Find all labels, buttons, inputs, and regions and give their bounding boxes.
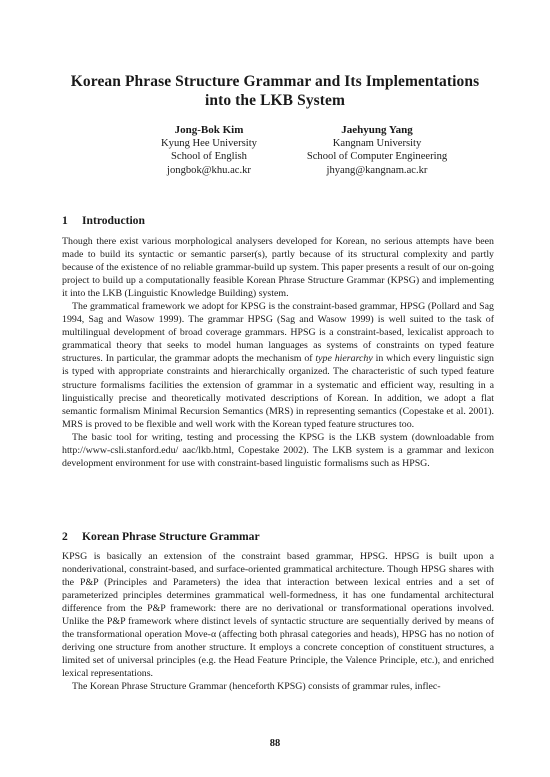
author-block — [124, 124, 294, 177]
paragraph: The Korean Phrase Structure Grammar (henceforth KPSG) consists of grammar rules, inflec- — [72, 681, 441, 693]
author-affiliation: Kyung Hee University — [161, 138, 257, 150]
section-title: Introduction — [82, 214, 145, 227]
author-department: School of Computer Engineering — [306, 151, 448, 163]
section-heading — [62, 214, 145, 227]
italic-term: type hierarchy — [315, 353, 373, 365]
author-name: Jaehyung Yang — [341, 124, 413, 136]
section-title: Korean Phrase Structure Grammar — [82, 530, 260, 543]
author-email: jongbok@khu.ac.kr — [167, 164, 251, 176]
paragraph: Though there exist various morphological analysers developed for Korean, no serious attempts have been made to build its syntactic or semantic parser(s), partly because of its structural complexity and partly because of the existence of no reliable grammar-build up system. This paper presents a result of our on-going project to build up a computationally feasible Korean Phrase Structure Grammar (KPSG) and implementing it into the LKB (Linguistic Knowledge Building) system. — [62, 236, 494, 300]
author-block — [282, 124, 472, 177]
section-number: 1 — [62, 214, 68, 227]
section-body — [62, 550, 494, 694]
author-affiliation: Kangnam University — [332, 138, 422, 150]
paper-title — [0, 72, 550, 110]
section-number: 2 — [62, 530, 68, 543]
page-number: 88 — [269, 738, 281, 749]
author-name: Jong-Bok Kim — [174, 124, 244, 136]
paragraph: KPSG is basically an extension of the constraint based grammar, HPSG. HPSG is built upon a nonderivational, constraint-based, and surface-oriented grammatical architecture. Though HPSG shares with the P&P (Principles and Parameters) the idea that interaction between lexical entries and a set of parameterized principles determines grammatical well-formedness, it has one fundamental architectural difference from the P&P framework: there are no derivational or transformational operations involved. Unlike the P&P framework where distinct levels of syntactic structure are sequentially derived by means of the transformational operation Move-α (affecting both phrasal categories and heads), HPSG has no notion of deriving one structure from another structure. It employs a concrete conception of constituent structures, a limited set of universal principles (e.g. the Head Feature Principle, the Valence Principle, etc.), and enriched lexical representations. — [62, 551, 494, 680]
section-heading — [62, 530, 260, 543]
author-department: School of English — [171, 151, 247, 163]
author-email: jhyang@kangnam.ac.kr — [326, 164, 428, 176]
paragraph: The basic tool for writing, testing and processing the KPSG is the LKB system (downloadable from http://www-csli.stanford.edu/ aac/lkb.html, Copestake 2002). The LKB system is a grammar and lexicon development environment for use with constraint-based linguistic formalisms such as HPSG. — [62, 431, 494, 469]
paragraph: The grammatical framework we adopt for KPSG is the constraint-based grammar, HPSG (Pollard and Sag 1994, Sag and Wasow 1999). The grammar HPSG (Sag and Wasow 1999) is well suited to the task of multilingual development of broad coverage grammars. HPSG is a constraint-based, lexicalist approach to grammatical theory that seeks to model human languages as systems of constraints on typed feature structures. In particular, the grammar adopts the mechanism of type hierarchy in which every linguistic sign is typed with appropriate constraints and hierarchically organized. The characteristic of such typed feature structure formalisms facilities the extension of grammar in a systematic and efficient way, resulting in a linguistically precise and theoretically motivated descriptions of Korean. In addition, we adopt a flat semantic formalism Minimal Recursion Semantics (MRS) in representing semantics (Copestake et al. 2001). MRS is proved to be flexible and well work with the Korean typed feature structures too. — [62, 301, 494, 430]
title-line-2: into the LKB System — [204, 92, 346, 109]
section-body — [62, 235, 494, 470]
title-line-1: Korean Phrase Structure Grammar and Its Implementations — [70, 73, 480, 90]
